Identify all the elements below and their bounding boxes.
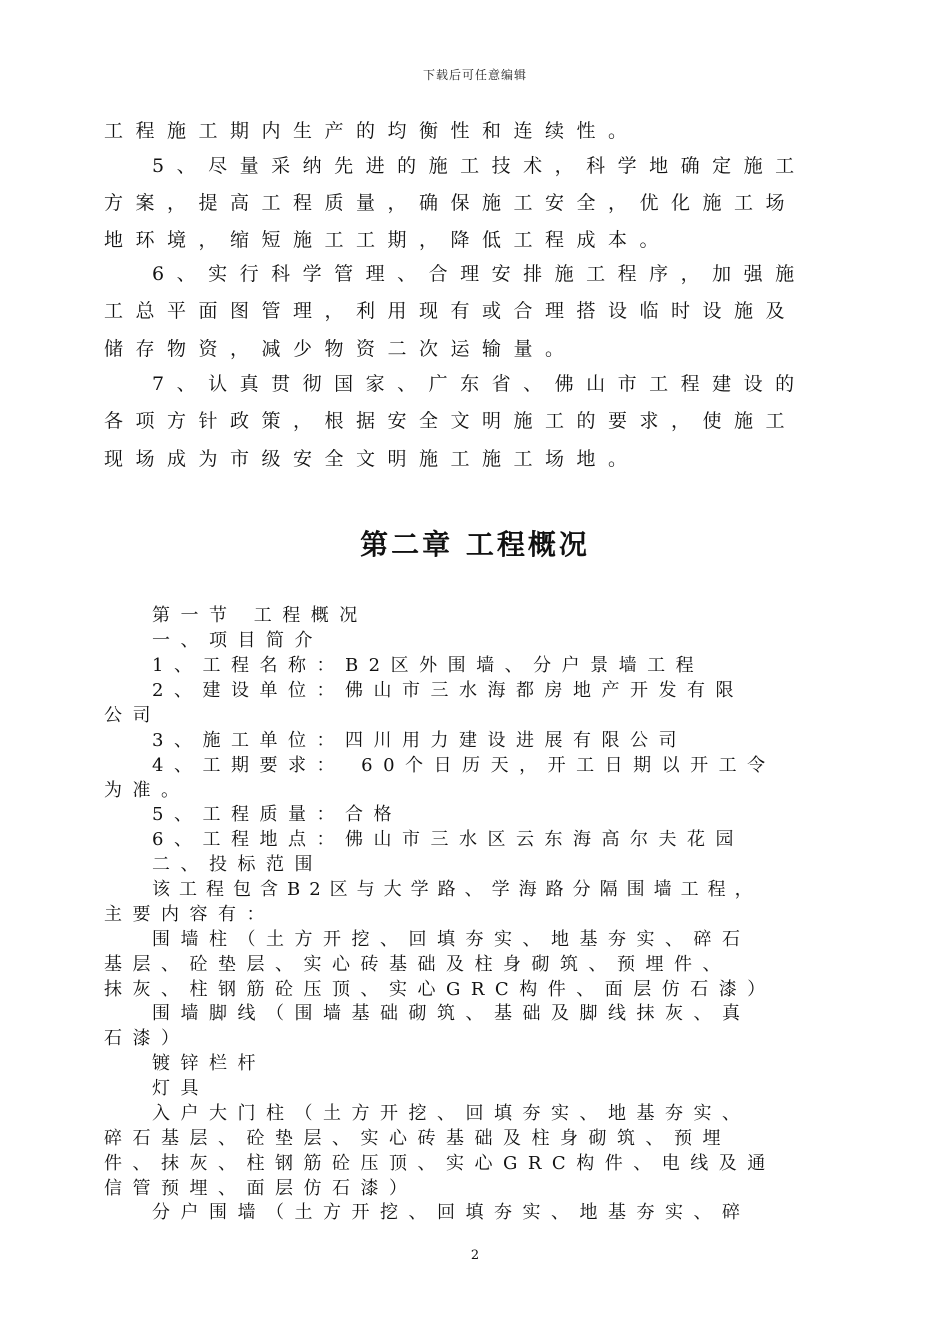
paragraph-line: 主要内容有： (104, 904, 275, 925)
paragraph-line: 6、实行科学管理、合理安排施工程序，加强施 (152, 263, 807, 285)
scope-item: 入户大门柱（土方开挖、回填夯实、地基夯实、 (152, 1103, 751, 1124)
scope-item-continuation: 抹灰、柱钢筋砼压顶、实心GRC构件、面层仿石漆） (104, 979, 776, 1000)
paragraph-line: 储存物资，减少物资二次运输量。 (104, 338, 577, 360)
subsection-heading: 二、投标范围 (152, 854, 323, 875)
paragraph-line: 地环境，缩短施工工期，降低工程成本。 (104, 229, 672, 251)
paragraph-line: 现场成为市级安全文明施工施工场地。 (104, 448, 640, 470)
scope-item: 围墙脚线（围墙基础砌筑、基础及脚线抹灰、真 (152, 1003, 751, 1024)
subsection-heading: 一、项目简介 (152, 630, 323, 651)
list-item: 6、工程地点：佛山市三水区云东海高尔夫花园 (152, 829, 744, 850)
paragraph-line: 该工程包含B2区与大学路、学海路分隔围墙工程， (152, 879, 762, 900)
scope-item: 围墙柱（土方开挖、回填夯实、地基夯实、碎石 (152, 929, 751, 950)
list-item-continuation: 为准。 (104, 780, 190, 801)
paragraph-line: 7、认真贯彻国家、广东省、佛山市工程建设的 (152, 373, 807, 395)
section-heading: 第一节 工程概况 (152, 605, 368, 626)
paragraph-line: 工程施工期内生产的均衡性和连续性。 (104, 120, 640, 142)
scope-item-continuation: 石漆） (104, 1028, 190, 1049)
paragraph-line: 各项方针政策，根据安全文明施工的要求，使施工 (104, 410, 798, 432)
list-item: 5、工程质量：合格 (152, 804, 402, 825)
list-item-continuation: 公司 (104, 705, 161, 726)
scope-item-continuation: 基层、砼垫层、实心砖基础及柱身砌筑、预埋件、 (104, 954, 731, 975)
paragraph-line: 方案，提高工程质量，确保施工安全，优化施工场 (104, 192, 798, 214)
chapter-title: 第二章 工程概况 (360, 528, 590, 561)
scope-item: 灯具 (152, 1078, 209, 1099)
page-number: 2 (470, 1248, 480, 1263)
scope-item-continuation: 碎石基层、砼垫层、实心砖基础及柱身砌筑、预埋 (104, 1128, 731, 1149)
scope-item: 镀锌栏杆 (152, 1053, 266, 1074)
paragraph-line: 5、尽量采纳先进的施工技术，科学地确定施工 (152, 155, 807, 177)
list-item: 3、施工单位：四川用力建设进展有限公司 (152, 730, 687, 751)
list-item: 1、工程名称：B2区外围墙、分户景墙工程 (152, 655, 705, 676)
scope-item: 分户围墙（土方开挖、回填夯实、地基夯实、碎 (152, 1202, 751, 1223)
paragraph-line: 工总平面图管理，利用现有或合理搭设临时设施及 (104, 300, 798, 322)
list-item: 4、工期要求： 60个日历天，开工日期以开工令 (152, 755, 776, 776)
scope-item-continuation: 信管预埋、面层仿石漆） (104, 1178, 418, 1199)
list-item: 2、建设单位：佛山市三水海都房地产开发有限 (152, 680, 744, 701)
scope-item-continuation: 件、抹灰、柱钢筋砼压顶、实心GRC构件、电线及通 (104, 1153, 776, 1174)
page-header: 下载后可任意编辑 (422, 68, 527, 82)
